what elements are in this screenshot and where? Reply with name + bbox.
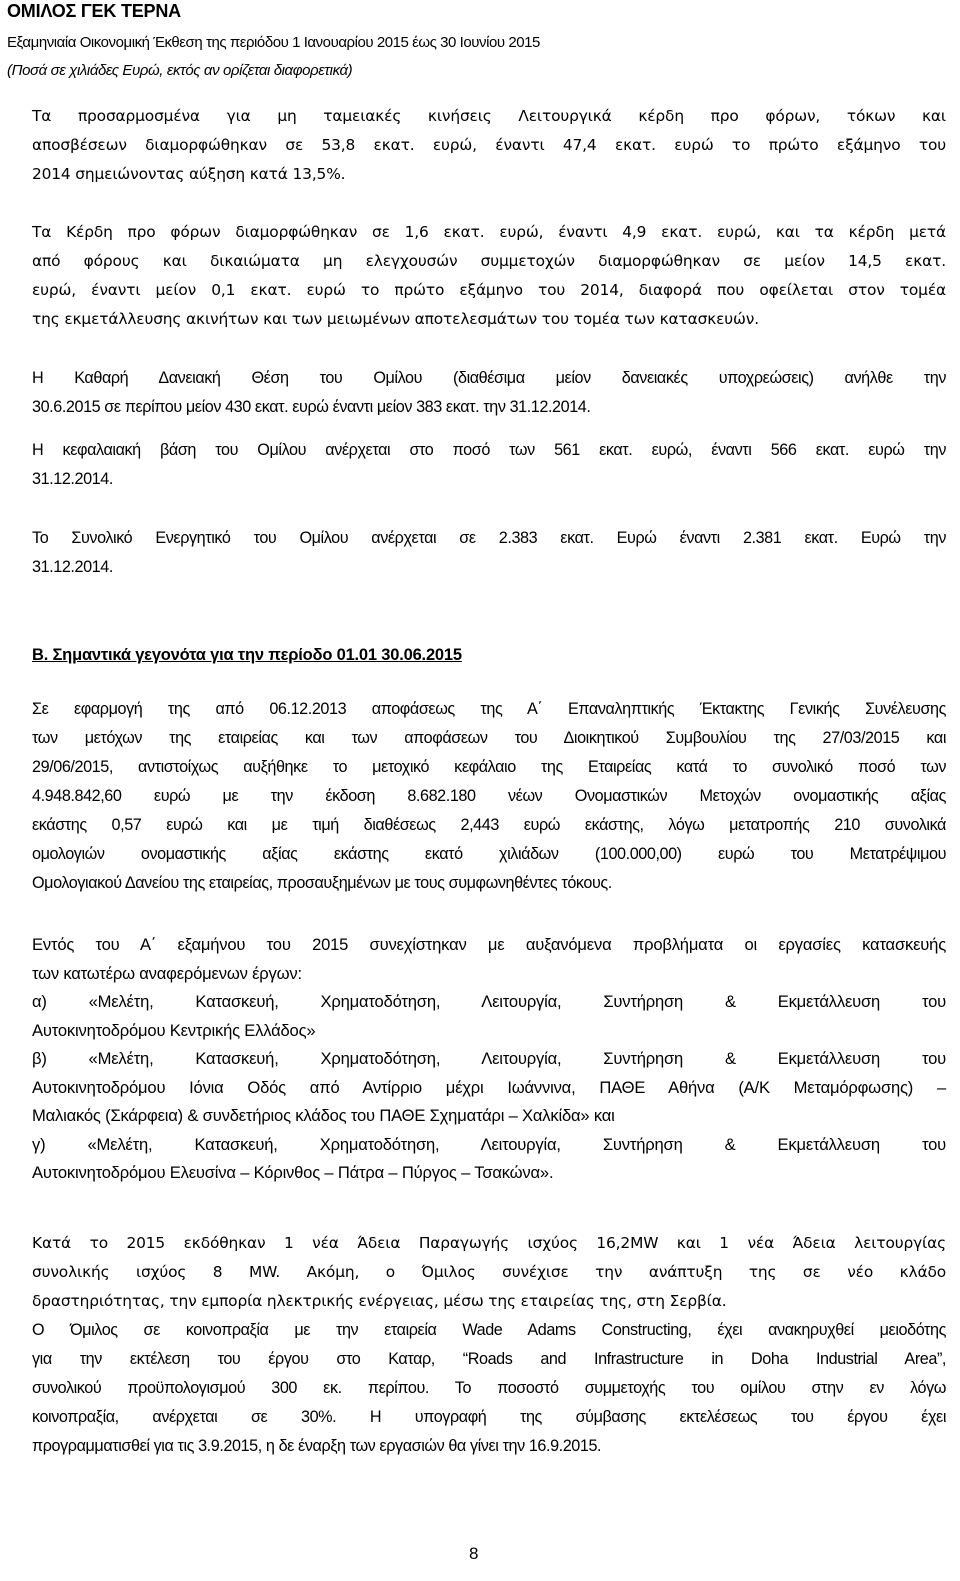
text-line: Μαλιακός (Σκάρφεια) & συνδετήριος κλάδος του ΠΑΘΕ Σχηματάρι – Χαλκίδα» και	[32, 1106, 615, 1125]
text-line: Σε εφαρμογή της από 06.12.2013 αποφάσεως της Α΄ Επαναληπτικής Έκτακτης Γενικής Συνέλευσης	[32, 700, 946, 718]
text-line: δραστηριότητας, την εμπορία ηλεκτρικής ενέργειας, μέσω της εταιρείας της, στη Σερβία.	[32, 1292, 727, 1310]
paragraph-profit	[32, 218, 946, 334]
text-line: Εντός του Α΄ εξαμήνου του 2015 συνεχίστηκαν με αυξανόμενα προβλήματα οι εργασίες κατασκευής	[32, 935, 946, 954]
text-line: Ομολογιακού Δανείου της εταιρείας, προσαυξημένων με τους συμφωνηθέντες τόκους.	[32, 874, 612, 892]
paragraph-qatar	[32, 1316, 946, 1461]
text-line: κοινοπραξία, ανέρχεται σε 30%. Η υπογραφή της σύμβασης εκτελέσεως του έργου έχει	[32, 1408, 946, 1426]
paragraph-net-debt	[32, 364, 946, 422]
text-line: Αυτοκινητοδρόμου Ελευσίνα – Κόρινθος – Πάτρα – Πύργος – Τσακώνα».	[32, 1163, 554, 1182]
text-line: συνολικής ισχύος 8 MW. Ακόμη, ο Όμιλος συνέχισε την ανάπτυξη της σε νέο κλάδο	[32, 1263, 946, 1281]
text-line: των κατωτέρω αναφερόμενων έργων:	[32, 963, 302, 983]
text-line: Η κεφαλαιακή βάση του Ομίλου ανέρχεται στο ποσό των 561 εκατ. ευρώ, έναντι 566 εκατ. ευρώ την	[32, 441, 946, 459]
text-line: για την εκτέλεση του έργου στο Καταρ, “Roads and Infrastructure in Doha Industrial Area”,	[32, 1350, 946, 1368]
text-line: 30.6.2015 σε περίπου μείον 430 εκατ. ευρώ έναντι μείον 383 εκατ. την 31.12.2014.	[32, 398, 591, 416]
text-line: ευρώ, έναντι μείον 0,1 εκατ. ευρώ το πρώτο εξάμηνο του 2014, διαφορά που οφείλεται στον τομέα	[32, 281, 946, 299]
text-line: Αυτοκινητοδρόμου Ιόνια Οδός από Αντίρριο μέχρι Ιωάννινα, ΠΑΘΕ Αθήνα (Α/Κ Μεταμόρφωσης) –	[32, 1077, 946, 1097]
text-line: Το Συνολικό Ενεργητικό του Ομίλου ανέρχεται σε 2.383 εκατ. Ευρώ έναντι 2.381 εκατ. Ευρώ την	[32, 529, 946, 547]
paragraph-share-capital	[32, 695, 946, 898]
amounts-note: (Ποσά σε χιλιάδες Ευρώ, εκτός αν ορίζεται διαφορετικά)	[7, 62, 353, 79]
text-line: α) «Μελέτη, Κατασκευή, Χρηματοδότηση, Λειτουργία, Συντήρηση & Εκμετάλλευση του	[32, 992, 946, 1011]
paragraph-ebitda	[32, 102, 946, 189]
text-line: 31.12.2014.	[32, 470, 113, 488]
paragraph-total-assets	[32, 524, 946, 582]
text-line: 4.948.842,60 ευρώ με την έκδοση 8.682.180 νέων Ονομαστικών Μετοχών ονομαστικής αξίας	[32, 787, 946, 805]
paragraph-motorways	[32, 931, 946, 1188]
text-line: προγραμματισθεί για τις 3.9.2015, η δε έναρξη των εργασιών θα γίνει την 16.9.2015.	[32, 1437, 602, 1455]
text-line: συνολικού προϋπολογισμού 300 εκ. περίπου. Το ποσοστό συμμετοχής του ομίλου στην εν λόγω	[32, 1379, 946, 1397]
text-line: Κατά το 2015 εκδόθηκαν 1 νέα Άδεια Παραγωγής ισχύος 16,2MW και 1 νέα Άδεια λειτουργίας	[32, 1234, 946, 1252]
text-line: Ο Όμιλος σε κοινοπραξία με την εταιρεία Wade Adams Constructing, έχει ανακηρυχθεί μειοδότης	[32, 1321, 946, 1339]
text-line: αποσβέσεων διαμορφώθηκαν σε 53,8 εκατ. ευρώ, έναντι 47,4 εκατ. ευρώ το πρώτο εξάμηνο του	[32, 136, 946, 154]
report-title: Εξαμηνιαία Οικονομική Έκθεση της περιόδου 1 Ιανουαρίου 2015 έως 30 Ιουνίου 2015	[7, 34, 540, 51]
text-line: της εκμετάλλευσης ακινήτων και των μειωμένων αποτελεσμάτων του τομέα των κατασκευών.	[32, 310, 759, 328]
text-line: από φόρους και δικαιώματα μη ελεγχουσών συμμετοχών διαμορφώθηκαν σε μείον 14,5 εκατ.	[32, 252, 946, 270]
text-line: εκάστης 0,57 ευρώ και με τιμή διαθέσεως 2,443 ευρώ εκάστης, λόγω μετατροπής 210 συνολικά	[32, 816, 946, 834]
section-heading: Β. Σημαντικά γεγονότα για την περίοδο 01.01 30.06.2015	[32, 646, 462, 664]
text-line: 29/06/2015, αντιστοίχως αυξήθηκε το μετοχικό κεφάλαιο της Εταιρείας κατά το συνολικό ποσό των	[32, 758, 946, 776]
text-line: των μετόχων της εταιρείας και των αποφάσεων του Διοικητικού Συμβουλίου της 27/03/2015 και	[32, 729, 946, 747]
text-line: 31.12.2014.	[32, 558, 113, 576]
company-name: ΟΜΙΛΟΣ ΓΕΚ ΤΕΡΝΑ	[7, 1, 181, 21]
text-line: γ) «Μελέτη, Κατασκευή, Χρηματοδότηση, Λειτουργία, Συντήρηση & Εκμετάλλευση του	[32, 1134, 946, 1154]
text-line: Αυτοκινητοδρόμου Κεντρικής Ελλάδος»	[32, 1020, 316, 1040]
page-number: 8	[469, 1544, 479, 1563]
text-line: Η Καθαρή Δανειακή Θέση του Ομίλου (διαθέσιμα μείον δανειακές υποχρεώσεις) ανήλθε την	[32, 369, 946, 387]
text-line: 2014 σημειώνοντας αύξηση κατά 13,5%.	[32, 165, 346, 183]
paragraph-energy	[32, 1229, 946, 1316]
text-line: β) «Μελέτη, Κατασκευή, Χρηματοδότηση, Λειτουργία, Συντήρηση & Εκμετάλλευση του	[32, 1049, 946, 1068]
text-line: Τα προσαρμοσμένα για μη ταμειακές κινήσεις Λειτουργικά κέρδη προ φόρων, τόκων και	[32, 107, 946, 125]
text-line: ομολογιών ονομαστικής αξίας εκάστης εκατό χιλιάδων (100.000,00) ευρώ του Μετατρέψιμου	[32, 845, 946, 863]
text-line: Τα Κέρδη προ φόρων διαμορφώθηκαν σε 1,6 εκατ. ευρώ, έναντι 4,9 εκατ. ευρώ, και τα κέρδη μετά	[32, 223, 946, 241]
paragraph-capital-base	[32, 436, 946, 494]
